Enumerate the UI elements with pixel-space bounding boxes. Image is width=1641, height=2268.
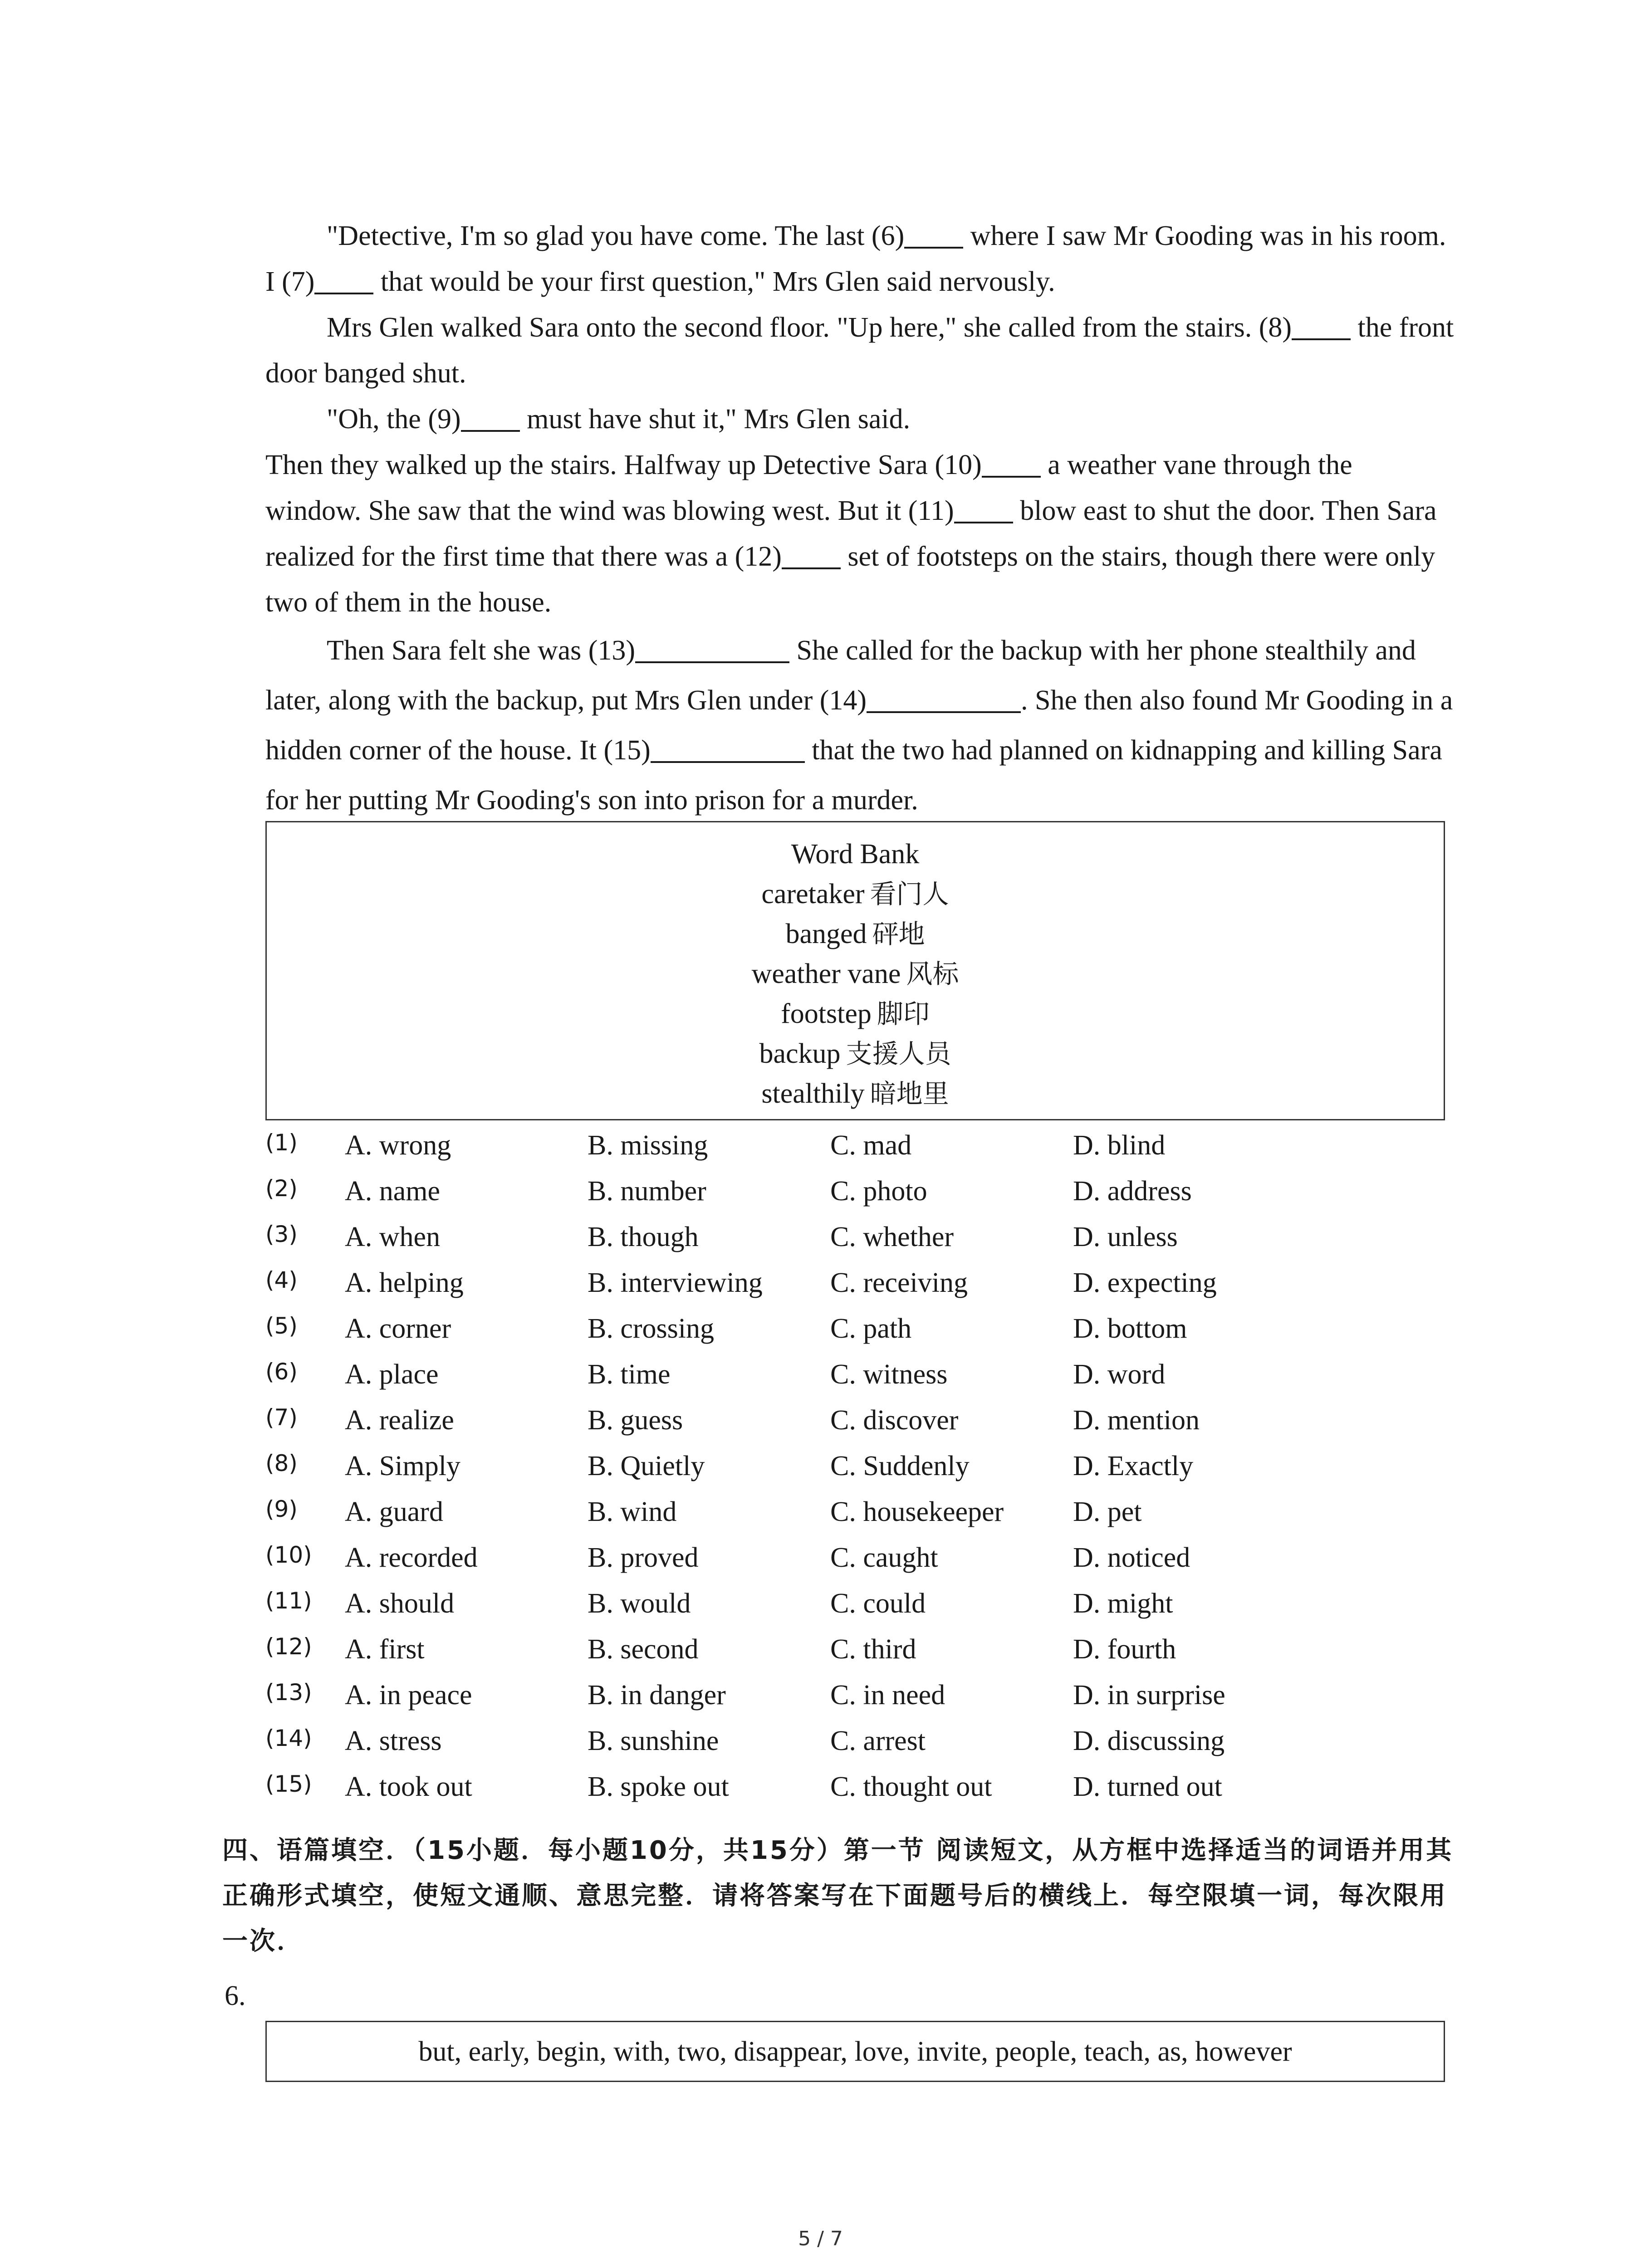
option-row: (8) A. Simply B. Quietly C. Suddenly D. Exactly — [265, 1450, 1194, 1481]
passage-paragraph: Then Sara felt she was (13) She called for the backup with her phone stealthily and later, along with the backup, put Mrs Glen under (14) . She then also found Mr Gooding in a hidden corner of the house. It (15) that the two had planned on kidnapping and killing Sara for her putting Mr Gooding's son into prison for a murder. — [265, 635, 1453, 816]
answer-blank — [635, 635, 789, 663]
word-bank-entry: weather vane 风标 — [751, 958, 959, 989]
option-row: (13) A. in peace B. in danger C. in need D. in surprise — [265, 1679, 1225, 1711]
answer-blank — [982, 450, 1041, 478]
answer-options — [265, 1123, 1454, 1810]
option-row: (4) A. helping B. interviewing C. receiving D. expecting — [265, 1267, 1217, 1298]
answer-blank — [461, 404, 520, 432]
option-row: (14) A. stress B. sunshine C. arrest D. discussing — [265, 1725, 1225, 1756]
word-bank-entry: footstep 脚印 — [781, 998, 930, 1029]
option-row: (1) A. wrong B. missing C. mad D. blind — [265, 1129, 1166, 1161]
option-row: (12) A. first B. second C. third D. fourth — [265, 1633, 1176, 1665]
answer-blank — [651, 735, 805, 763]
page-number: 5 / 7 — [798, 2227, 843, 2250]
passage-paragraph: Then they walked up the stairs. Halfway up Detective Sara (10) a weather vane through the window. She saw that the wind was blowing west. But it (11) blow east to shut the door. Then Sara realized for the first time that there was a (12) set of footsteps on the stairs, though there were only two of them in the house. — [265, 450, 1437, 618]
answer-blank — [954, 495, 1013, 523]
passage-paragraph: Mrs Glen walked Sara onto the second floor. "Up here," she called from the stairs. (8) the front door banged shut. — [265, 312, 1454, 389]
word-choice-box: but, early, begin, with, two, disappear, love, invite, people, teach, as, however — [265, 2021, 1445, 2082]
answer-blank — [867, 685, 1021, 713]
answer-blank — [314, 266, 373, 294]
option-row: (11) A. should B. would C. could D. might — [265, 1588, 1173, 1619]
word-bank-box — [265, 821, 1445, 1120]
option-row: (7) A. realize B. guess C. discover D. mention — [265, 1404, 1200, 1436]
option-row: (3) A. when B. though C. whether D. unless — [265, 1221, 1178, 1252]
answer-blank — [904, 220, 963, 249]
reading-passage — [265, 213, 1454, 825]
word-bank-entry: stealthily 暗地里 — [761, 1078, 949, 1109]
option-row: (2) A. name B. number C. photo D. address — [265, 1175, 1192, 1207]
option-row: (9) A. guard B. wind C. housekeeper D. pet — [265, 1496, 1142, 1527]
word-bank-entry: caretaker 看门人 — [761, 879, 949, 909]
word-bank-entry: backup 支援人员 — [759, 1038, 951, 1069]
section-heading: 四、语篇填空．（15小题．每小题10分，共15分）第一节 阅读短文，从方框中选择适当的词语并用其正确形式填空，使短文通顺、意思完整．请将答案写在下面题号后的横线上．每空限填一词，每次限用一次． — [222, 1836, 1454, 1956]
answer-blank — [1292, 312, 1351, 340]
option-row: (6) A. place B. time C. witness D. word — [265, 1359, 1166, 1390]
question-number: 6. — [225, 1980, 246, 2011]
word-bank-entry: banged 砰地 — [785, 919, 925, 949]
word-bank-title: Word Bank — [791, 839, 920, 870]
option-row: (15) A. took out B. spoke out C. thought out D. turned out — [265, 1771, 1222, 1802]
passage-paragraph: "Oh, the (9) must have shut it," Mrs Glen said. — [327, 404, 911, 435]
answer-blank — [782, 541, 841, 569]
passage-paragraph: "Detective, I'm so glad you have come. The last (6) where I saw Mr Gooding was in his room. I (7) that would be your first question," Mrs Glen said nervously. — [265, 220, 1446, 297]
option-row: (5) A. corner B. crossing C. path D. bottom — [265, 1313, 1187, 1344]
option-row: (10) A. recorded B. proved C. caught D. noticed — [265, 1542, 1190, 1573]
